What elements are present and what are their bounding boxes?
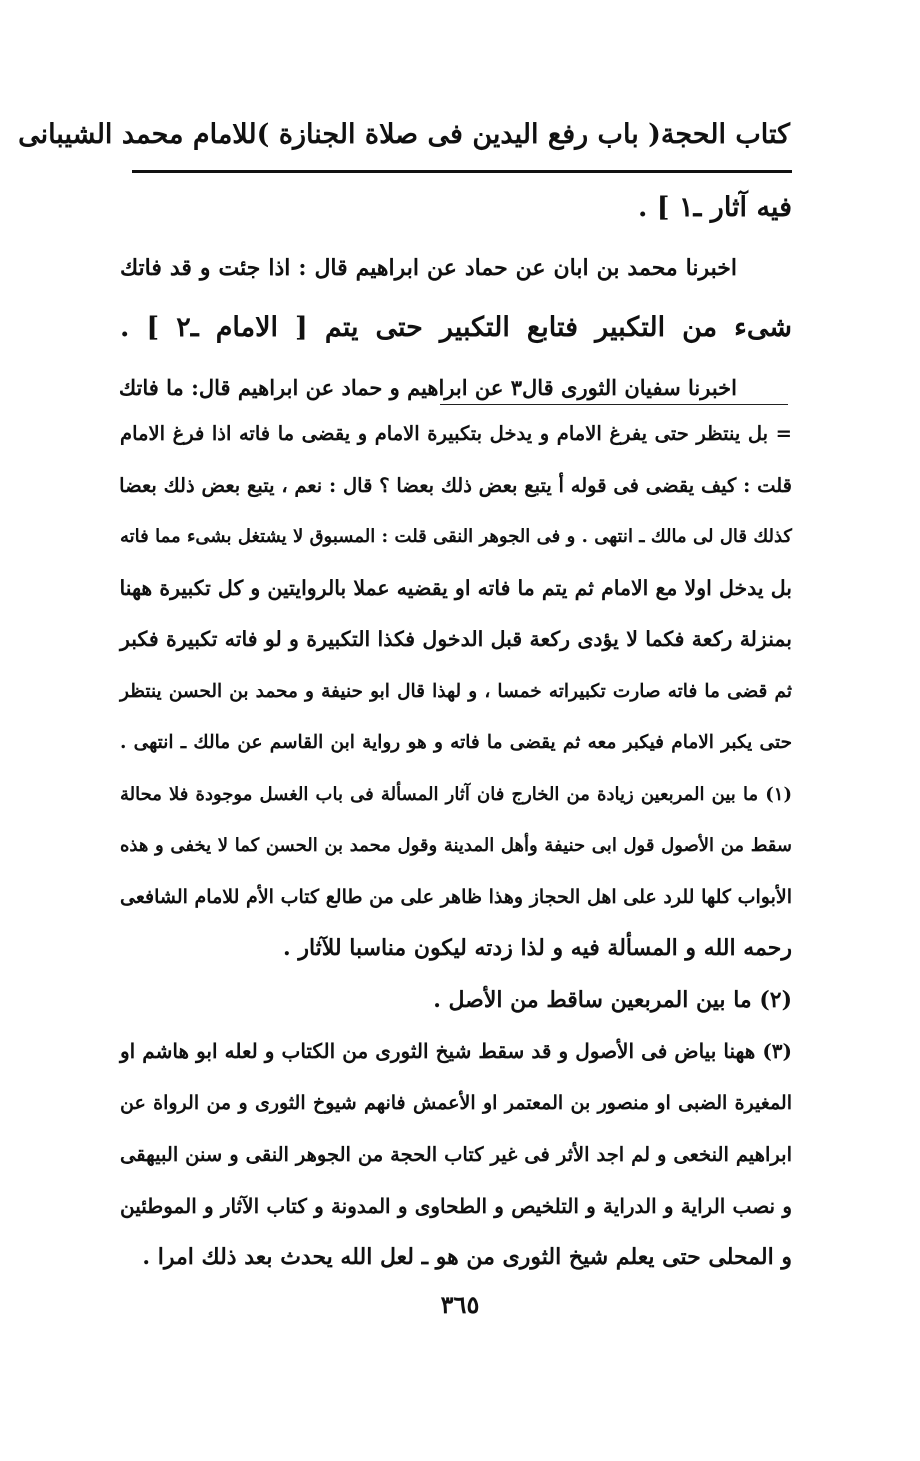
footnote-line: = بل ينتظر حتى يفرغ الامام و يدخل بتكبيرة الامام و يقضى ما فاته اذا فرغ الامام bbox=[120, 422, 792, 445]
main-line: اخبرنا سفيان الثورى قال٣ عن ابراهيم و حماد عن ابراهيم قال: ما فاتك bbox=[118, 375, 737, 400]
footnote-line: بل يدخل اولا مع الامام ثم يتم ما فاته او يقضيه عملا بالروايتين و كل تكبيرة ههنا bbox=[119, 575, 792, 600]
main-line: اخبرنا محمد بن ابان عن حماد عن ابراهيم قال : اذا جئت و قد فاتك bbox=[120, 255, 737, 281]
book-title: كتاب الحجة bbox=[660, 118, 790, 150]
footnote-line: ابراهيم النخعى و لم اجد الأثر فى غير كتاب الحجة من الجوهر النقى و سنن البيهقى bbox=[120, 1143, 792, 1166]
running-header bbox=[18, 108, 790, 160]
footnote-line: و نصب الراية و الدراية و التلخيص و الطحاوى و المدونة و كتاب الآثار و الموطئين bbox=[120, 1193, 792, 1218]
footnote-line: قلت : كيف يقضى فى قوله أ يتبع بعض ذلك بعضا ؟ قال : نعم ، يتبع بعض ذلك بعضا bbox=[119, 473, 792, 497]
footnote-line: المغيرة الضبى او منصور بن المعتمر او الأعمش فانهم شيوخ الثورى و من الرواة عن bbox=[120, 1091, 792, 1114]
author-name: للامام محمد الشيبانى bbox=[18, 118, 257, 150]
footnote-line: (٣) ههنا بياض فى الأصول و قد سقط شيخ الثورى من الكتاب و لعله ابو هاشم او bbox=[120, 1039, 792, 1063]
footnote-line: كذلك قال لى مالك ـ انتهى . و فى الجوهر النقى قلت : المسبوق لا يشتغل بشىء مما فاته bbox=[120, 526, 792, 547]
main-text bbox=[120, 178, 792, 418]
footnote-separator bbox=[440, 404, 788, 405]
footnote-line: سقط من الأصول قول ابى حنيفة وأهل المدينة وقول محمد بن الحسن كما لا يخفى و هذه bbox=[120, 835, 792, 856]
chapter-title: ( باب رفع اليدين فى صلاة الجنازة ) bbox=[256, 118, 661, 150]
header-rule bbox=[132, 170, 792, 173]
main-line: فيه آثار ـ١ ] . bbox=[637, 192, 792, 223]
footnote-line: بمنزلة ركعة فكما لا يؤدى ركعة قبل الدخول فكذا التكبيرة و لو فاته تكبيرة فكبر bbox=[120, 627, 792, 651]
page-number: ٣٦٥ bbox=[440, 1290, 480, 1319]
main-line: شىء من التكبير فتابع التكبير حتى يتم [ الامام ـ٢ ] . bbox=[120, 312, 792, 343]
footnote-line: و المحلى حتى يعلم شيخ الثورى من هو ـ لعل الله يحدث بعد ذلك امرا . bbox=[142, 1244, 792, 1270]
footnote-line: (١) ما بين المربعين زيادة من الخارج فان آثار المسألة فى باب الغسل موجودة فلا محالة bbox=[120, 783, 792, 805]
footnote-line: (٢) ما بين المربعين ساقط من الأصل . bbox=[433, 986, 792, 1013]
footnotes bbox=[120, 408, 792, 1284]
footnote-line: الأبواب كلها للرد على اهل الحجاز وهذا ظاهر على من طالع كتاب الأم للامام الشافعى bbox=[120, 885, 792, 908]
footnote-line: حتى يكبر الامام فيكبر معه ثم يقضى ما فاته و هو رواية ابن القاسم عن مالك ـ انتهى . bbox=[120, 732, 792, 753]
footnote-line: ثم قضى ما فاته صارت تكبيراته خمسا ، و لهذا قال ابو حنيفة و محمد بن الحسن ينتظر bbox=[120, 680, 792, 702]
footnote-line: رحمه الله و المسألة فيه و لذا زدته ليكون مناسبا للآثار . bbox=[283, 935, 792, 961]
